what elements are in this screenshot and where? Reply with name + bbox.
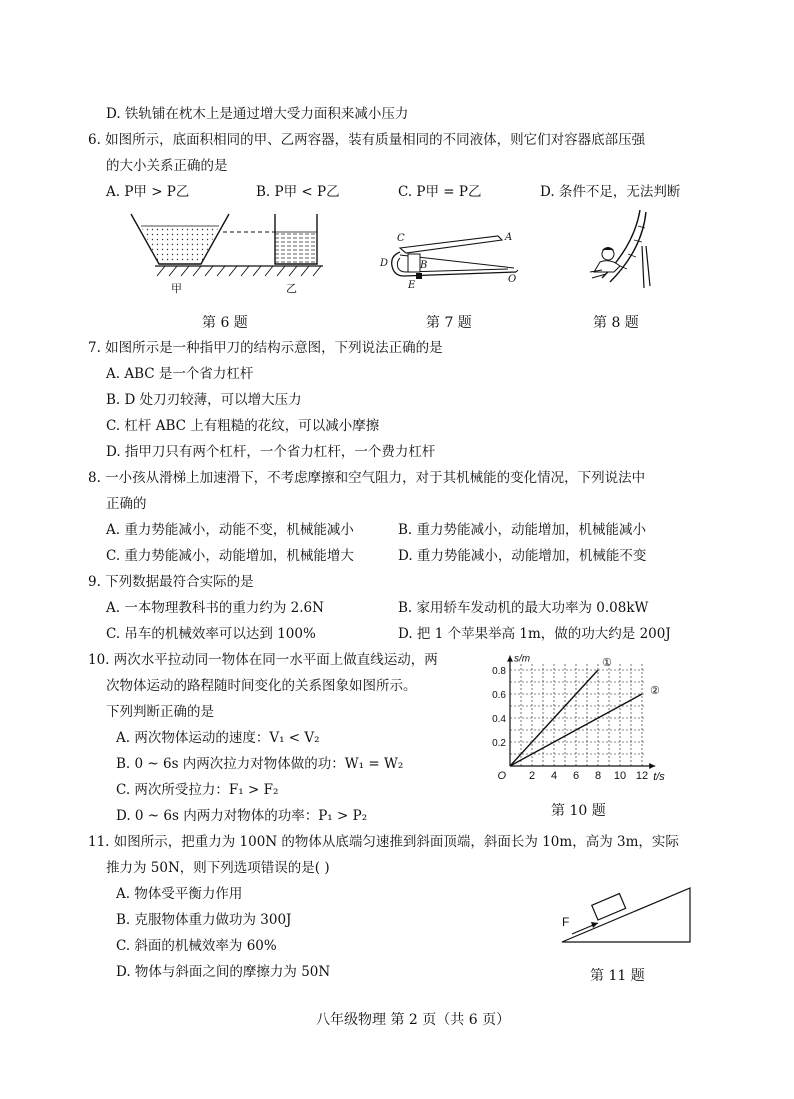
- q9-option-b: B. 家用轿车发动机的最大功率为 0.08kW: [398, 600, 649, 616]
- q6-option-a: A. P甲 > P乙: [106, 184, 190, 200]
- q11-stem-line2: 推力为 50N，则下列选项错误的是( ): [106, 860, 330, 876]
- x-axis-label: t/s: [653, 771, 665, 780]
- q9-option-c: C. 吊车的机械效率可以达到 100%: [106, 626, 316, 642]
- y-tick-label: 0.6: [492, 690, 506, 701]
- q8-option-b: B. 重力势能减小，动能增加，机械能减小: [398, 522, 647, 538]
- q11-stem-line1: 11. 如图所示，把重力为 100N 的物体从底端匀速推到斜面顶端，斜面长为 10m，高为 3m，实际: [88, 834, 679, 850]
- y-tick-label: 0.2: [492, 738, 506, 749]
- q8-slide-figure: [580, 206, 660, 296]
- q10-stem-line3: 下列判断正确的是: [106, 704, 214, 720]
- q10-caption: 第 10 题: [551, 803, 606, 819]
- x-tick-label: 2: [528, 770, 536, 780]
- q9-option-d: D. 把 1 个苹果举高 1m，做的功大约是 200J: [398, 626, 671, 642]
- q6-stem-line2: 的大小关系正确的是: [106, 158, 228, 174]
- x-tick-label: 6: [572, 770, 580, 780]
- q10-st-graph: [488, 650, 688, 780]
- y-axis-label: s/m: [514, 653, 531, 665]
- q7-label-o: O: [508, 274, 517, 285]
- q7-option-c: C. 杠杆 ABC 上有粗糙的花纹，可以减小摩擦: [106, 418, 380, 434]
- q6-option-c: C. P甲 = P乙: [398, 184, 482, 200]
- q7-label-c: C: [397, 233, 405, 244]
- q6-option-b: B. P甲 < P乙: [256, 184, 340, 200]
- q7-label-a: A: [505, 232, 513, 243]
- series-label-1: ①: [602, 657, 612, 669]
- q9-stem: 9. 下列数据最符合实际的是: [88, 574, 254, 590]
- q7-label-b: B: [420, 260, 428, 271]
- q6-label-jia: 甲: [171, 282, 182, 295]
- q9-option-a: A. 一本物理教科书的重力约为 2.6N: [106, 600, 324, 616]
- page-footer: 八年级物理 第 2 页（共 6 页）: [316, 1012, 511, 1028]
- q10-option-b: B. 0 ~ 6s 内两次拉力对物体做的功：W₁ = W₂: [116, 756, 404, 772]
- q7-option-d: D. 指甲刀只有两个杠杆，一个省力杠杆，一个费力杠杆: [106, 444, 436, 460]
- q7-label-d: D: [380, 258, 389, 269]
- x-tick-label: 4: [550, 770, 558, 780]
- x-tick-label: 12: [635, 770, 649, 780]
- q11-caption: 第 11 题: [590, 968, 645, 984]
- q8-caption: 第 8 题: [593, 315, 639, 331]
- q5-option-d: D. 铁轨铺在枕木上是通过增大受力面积来减小压力: [106, 106, 409, 122]
- series-label-2: ②: [650, 685, 660, 697]
- x-axis-arrow: [649, 763, 655, 769]
- q6-label-yi: 乙: [286, 282, 297, 295]
- x-tick-label: 8: [594, 770, 602, 780]
- q11-incline-figure: [558, 884, 694, 946]
- q11-option-b: B. 克服物体重力做功为 300J: [116, 912, 292, 928]
- y-tick-label: 0.4: [492, 714, 506, 725]
- q11-option-a: A. 物体受平衡力作用: [116, 886, 243, 902]
- q8-option-a: A. 重力势能减小，动能不变，机械能减小: [106, 522, 354, 538]
- x-tick-label: 10: [613, 770, 627, 780]
- q10-option-d: D. 0 ~ 6s 内两力对物体的功率：P₁ > P₂: [116, 808, 368, 824]
- q6-caption: 第 6 题: [202, 315, 248, 331]
- q8-stem-line1: 8. 一小孩从滑梯上加速滑下，不考虑摩擦和空气阻力，对于其机械能的变化情况，下列说法中: [88, 470, 646, 486]
- q10-stem-line2: 次物体运动的路程随时间变化的关系图象如图所示。: [106, 678, 417, 694]
- y-tick-label: 0.8: [492, 666, 506, 677]
- q11-option-c: C. 斜面的机械效率为 60%: [116, 938, 277, 954]
- q7-option-b: B. D 处刀刃较薄，可以增大压力: [106, 392, 302, 408]
- q10-stem-line1: 10. 两次水平拉动同一物体在同一水平面上做直线运动，两: [88, 652, 438, 668]
- y-axis-arrow: [507, 656, 513, 662]
- origin-label: O: [497, 770, 506, 780]
- q11-option-d: D. 物体与斜面之间的摩擦力为 50N: [116, 964, 331, 980]
- q7-label-e: E: [408, 280, 416, 291]
- q6-option-d: D. 条件不足，无法判断: [540, 184, 681, 200]
- q7-option-a: A. ABC 是一个省力杠杆: [106, 366, 254, 382]
- q8-stem-line2: 正确的: [106, 496, 147, 512]
- q11-force-label: F: [562, 915, 570, 929]
- q7-stem: 7. 如图所示是一种指甲刀的结构示意图，下列说法正确的是: [88, 340, 443, 356]
- q6-stem-line1: 6. 如图所示，底面积相同的甲、乙两容器，装有质量相同的不同液体，则它们对容器底部压强: [88, 132, 646, 148]
- q10-option-c: C. 两次所受拉力：F₁ > F₂: [116, 782, 279, 798]
- q8-option-c: C. 重力势能减小，动能增加，机械能增大: [106, 548, 354, 564]
- q10-option-a: A. 两次物体运动的速度：V₁ < V₂: [116, 730, 320, 746]
- q7-caption: 第 7 题: [426, 315, 472, 331]
- q8-option-d: D. 重力势能减小，动能增加，机械能不变: [398, 548, 647, 564]
